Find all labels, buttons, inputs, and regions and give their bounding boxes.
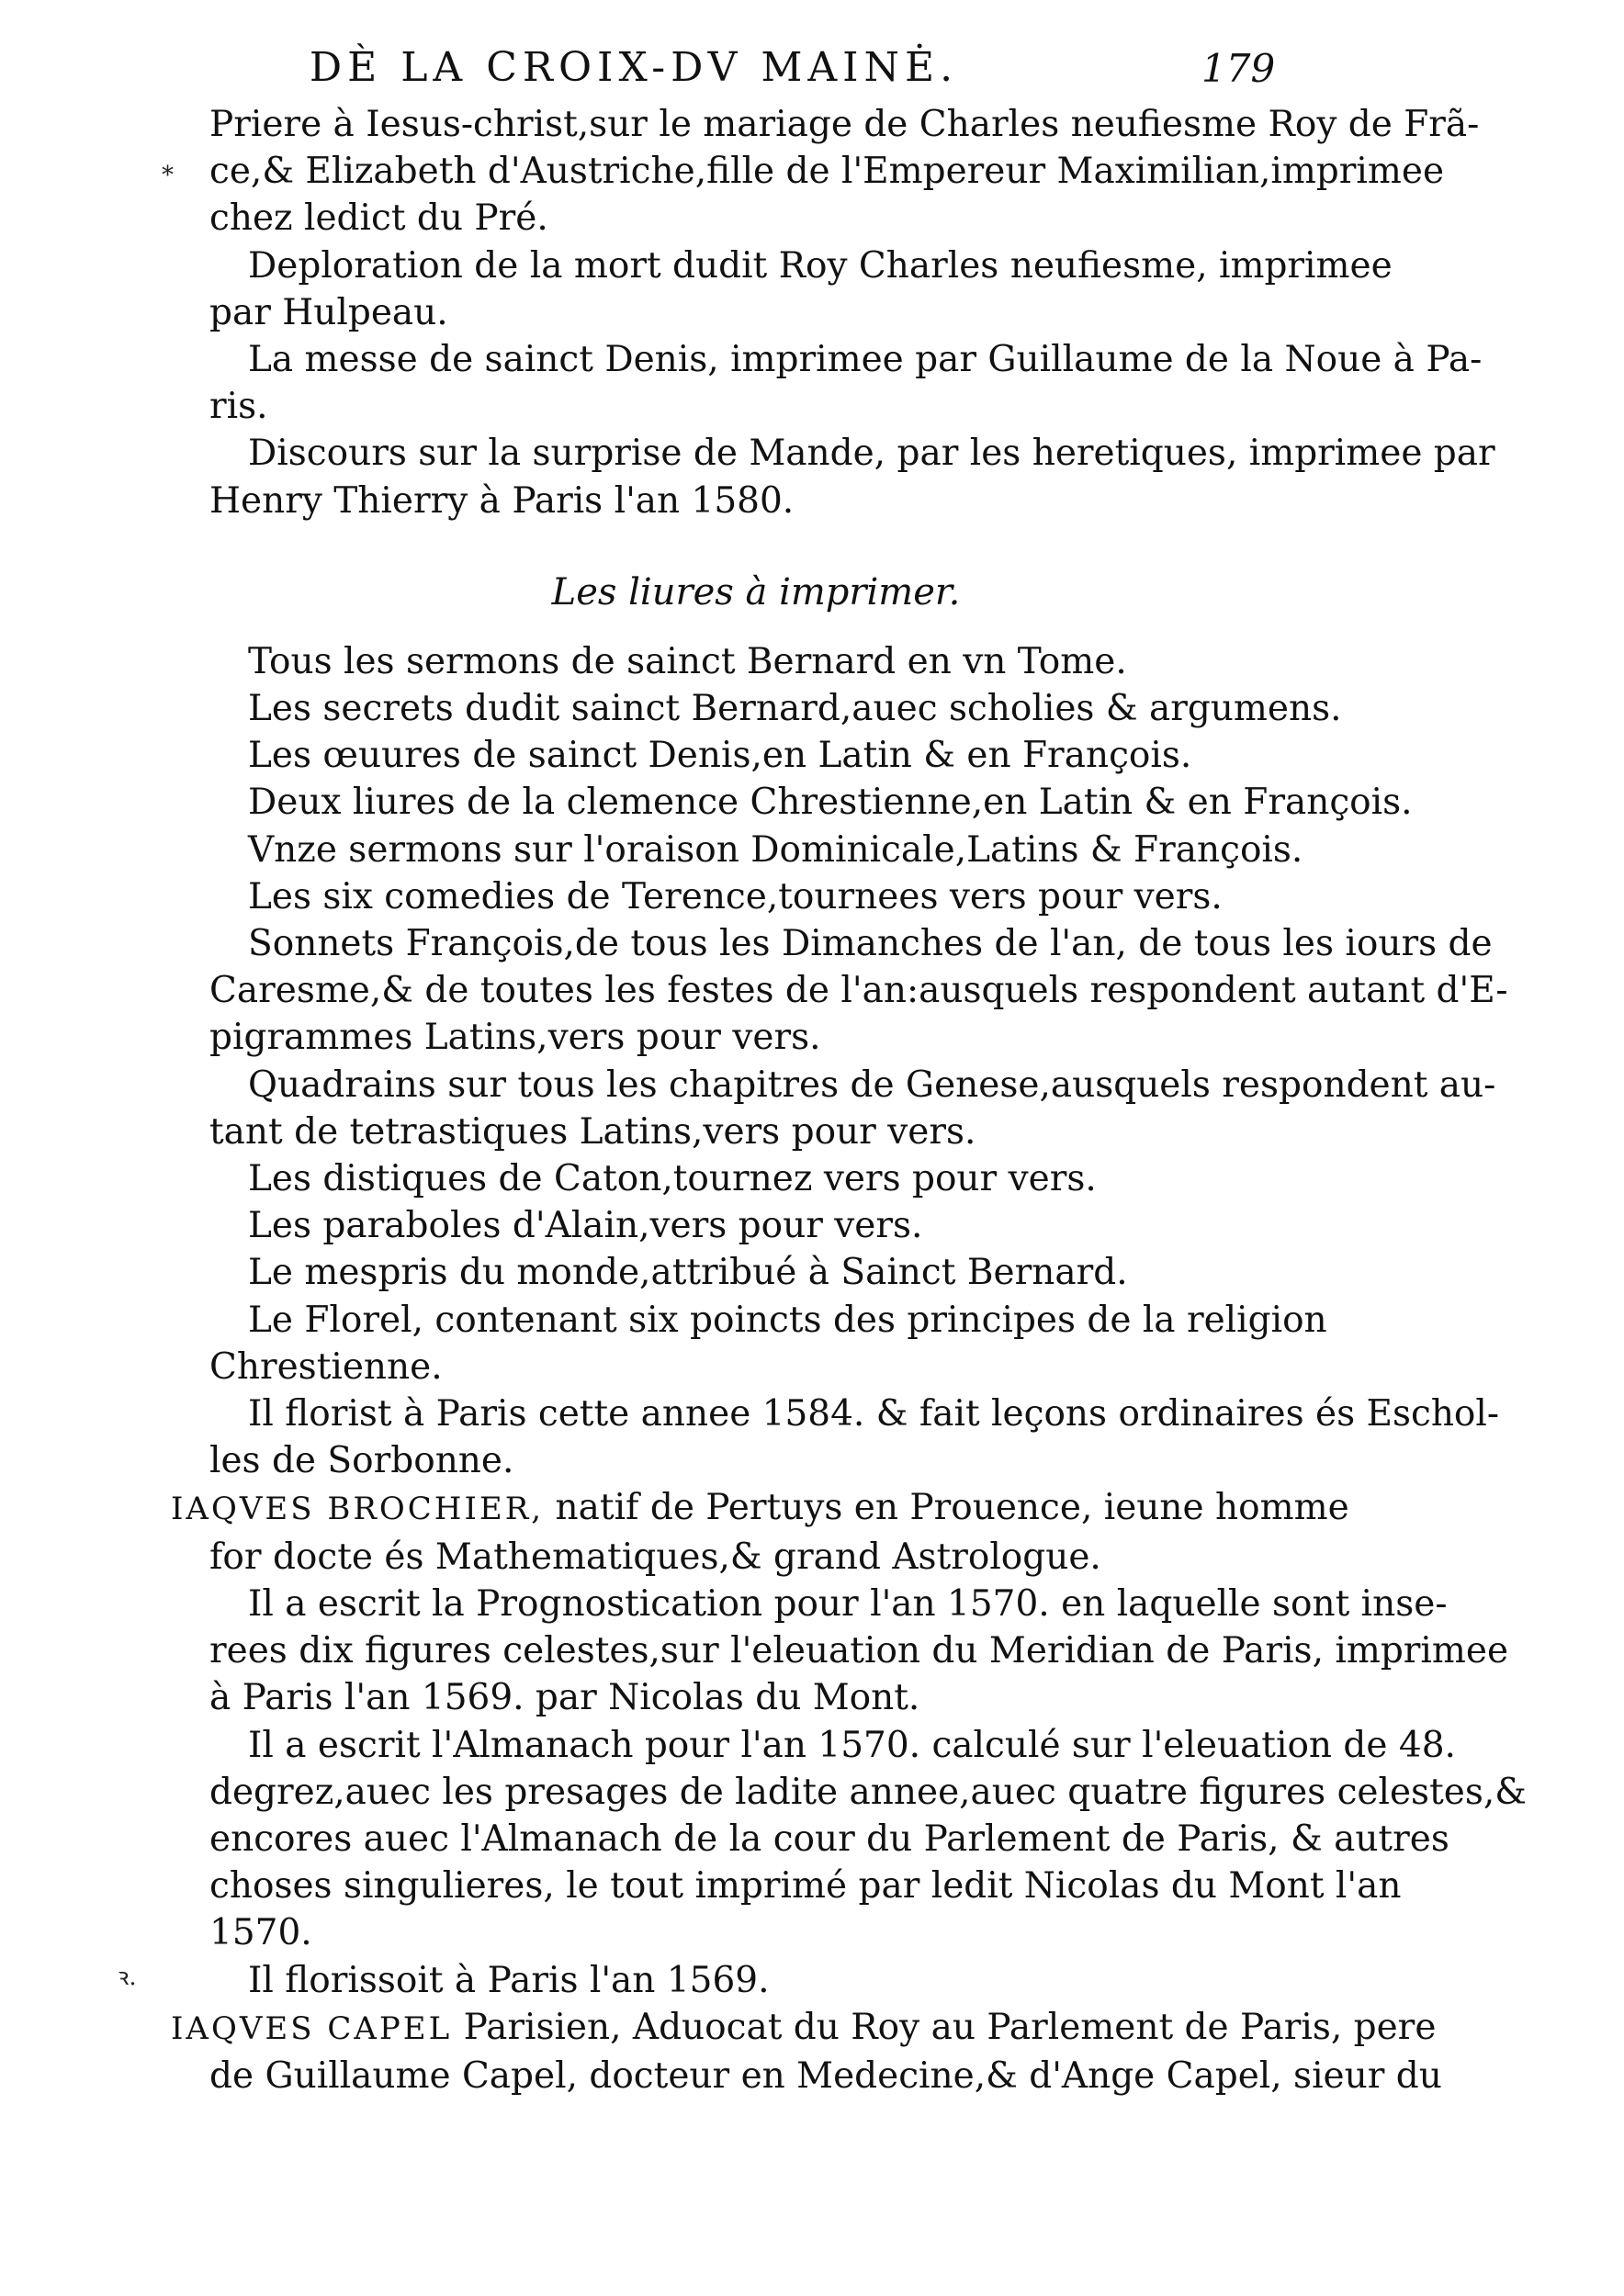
text-line: Caresme,& de toutes les festes de l'an:ausquels respondent autant d'E- (209, 970, 1508, 1012)
text-line: Chrestienne. (209, 1345, 443, 1388)
page-number: 179 (1201, 46, 1276, 91)
entry-heading-line (171, 1484, 1349, 1533)
text-line: Quadrains sur tous les chapitres de Genese,ausquels respondent au- (248, 1064, 1496, 1106)
text-line: choses singulieres, le tout imprimé par ledit Nicolas du Mont l'an (209, 1865, 1402, 1908)
spacer (209, 524, 1303, 557)
text-line: Les œuures de sainct Denis,en Latin & en François. (248, 735, 1192, 777)
text-line: chez ledict du Pré. (209, 197, 548, 240)
text-line: Les six comedies de Terence,tournees vers pour vers. (248, 875, 1223, 917)
text-line: degrez,auec les presages de ladite annee,auec quatre figures celestes,& (209, 1771, 1527, 1813)
text-line: Les secrets dudit sainct Bernard,auec scholies & argumens. (248, 688, 1342, 730)
text-line: de Guillaume Capel, docteur en Medecine,& d'Ange Capel, sieur du (209, 2054, 1442, 2097)
text-line: Il a escrit la Prognostication pour l'an 1570. en laquelle sont inse- (248, 1582, 1448, 1625)
text-line: Discours sur la surprise de Mande, par les heretiques, imprimee par (248, 433, 1495, 475)
text-line: Il florist à Paris cette annee 1584. & fait leçons ordinaires és Eschol- (248, 1393, 1500, 1435)
entry-text: natif de Pertuys en Prouence, ieune homme (544, 1487, 1349, 1529)
body-text (171, 101, 1527, 2099)
text-line: Deploration de la mort dudit Roy Charles neufiesme, imprimee (248, 244, 1393, 287)
text-line: Il florissoit à Paris l'an 1569. (248, 1959, 770, 2001)
text-line: La messe de sainct Denis, imprimee par Guillaume de la Noue à Pa- (248, 339, 1483, 381)
margin-note-mark: ꝛ. (118, 1964, 137, 1991)
entry-name: IAQVES BROCHIER, (171, 1491, 545, 1528)
text-line: Le mespris du monde,attribué à Sainct Bernard. (248, 1252, 1128, 1294)
page-header (0, 26, 1624, 99)
text-line: encores auec l'Almanach de la cour du Parlement de Paris, & autres (209, 1818, 1449, 1860)
running-head: DÈ LA CROIX-DV MAINĖ. (309, 44, 959, 91)
text-line: Deux liures de la clemence Chrestienne,en Latin & en François. (248, 782, 1413, 824)
text-line: par Hulpeau. (209, 291, 448, 333)
entry-heading-line (171, 2004, 1437, 2053)
text-line: ris. (209, 386, 268, 428)
entry-text: Parisien, Aduocat du Roy au Parlement de Paris, pere (452, 2006, 1437, 2048)
text-line: les de Sorbonne. (209, 1440, 514, 1482)
text-line: 1570. (209, 1912, 312, 1954)
text-line: for docte és Mathematiques,& grand Astrologue. (209, 1536, 1101, 1578)
text-line: ce,& Elizabeth d'Austriche,fille de l'Empereur Maximilian,imprimee (209, 151, 1445, 193)
text-line: rees dix figures celestes,sur l'eleuation du Meridian de Paris, imprimee (209, 1630, 1509, 1672)
entry-name: IAQVES CAPEL (171, 2009, 453, 2047)
text-line: Tous les sermons de sainct Bernard en vn Tome. (248, 640, 1127, 682)
text-line: Priere à Iesus-christ,sur le mariage de Charles neufiesme Roy de Frã- (209, 104, 1480, 145)
text-line: Vnze sermons sur l'oraison Dominicale,Latins & François. (248, 828, 1303, 871)
text-line: Henry Thierry à Paris l'an 1580. (209, 479, 795, 522)
section-title: Les liures à imprimer. (551, 570, 961, 613)
text-line: Les distiques de Caton,tournez vers pour vers. (248, 1158, 1097, 1200)
text-line: à Paris l'an 1569. par Nicolas du Mont. (209, 1677, 920, 1719)
text-line: pigrammes Latins,vers pour vers. (209, 1017, 821, 1059)
text-line: Le Florel, contenant six poincts des principes de la religion (248, 1299, 1327, 1341)
margin-asterisk: * (162, 162, 174, 189)
text-line: Il a escrit l'Almanach pour l'an 1570. calculé sur l'eleuation de 48. (248, 1724, 1456, 1766)
text-line: Sonnets François,de tous les Dimanches de l'an, de tous les iours de (248, 923, 1493, 965)
text-line: Les paraboles d'Alain,vers pour vers. (248, 1205, 923, 1247)
text-line: tant de tetrastiques Latins,vers pour vers. (209, 1110, 976, 1153)
